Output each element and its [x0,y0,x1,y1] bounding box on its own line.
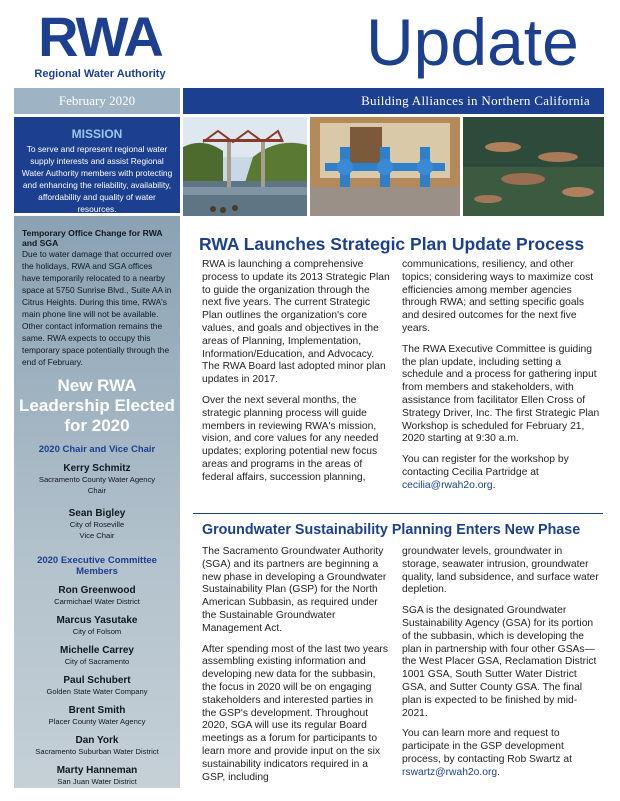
person-name: Kerry Schmitz [63,463,131,474]
member-entry [14,645,180,667]
sidebar [14,216,180,788]
leadership-heading: New RWA Leadership Elected for 2020 [19,376,175,435]
article2-paragraph [402,728,602,779]
pipes-facility-photo [310,117,460,216]
article1-right-column [402,259,602,501]
article1-paragraph [402,454,602,492]
article1-paragraph: RWA is launching a comprehensive process to update its 2013 Strategic Plan to guide the organization through the next five years. The current Strategic Plan outlines the organization's core values, and goals and objectives in the areas of Planning, Implementation, Information/Education, and Advocacy. The RWA Board last adopted minor plan updates in 2017. [202,259,390,386]
bridge-river-photo [183,117,307,216]
section-divider [193,513,603,514]
contact-text: You can learn more and request to participate in the GSP development process, by contacting Rob Swartz at [402,728,572,765]
tagline: Building Alliances in Northern California [361,93,590,108]
person-name: Dan York [75,735,119,746]
article1-paragraph: communications, resiliency, and other topics; considering ways to maximize cost efficiencies among member agencies through RWA; and setting specific goals and desired outcomes for the next five years. [402,259,594,334]
article2-paragraph: groundwater levels, groundwater in storage, seawater intrusion, groundwater quality, land subsidence, and surface water depletion. [402,546,599,596]
rwa-logo [14,5,186,82]
salmon-underwater-photo [463,117,604,216]
person-org: Carmichael Water District [54,597,140,606]
person-name: Marty Hanneman [56,765,138,776]
member-entry [14,705,180,727]
member-entry [14,615,180,637]
person-name: Ron Greenwood [58,585,136,596]
logo-wordmark: RWA [38,5,162,68]
person-org: Golden State Water Company [46,687,148,696]
mission-title: MISSION [71,127,123,141]
issue-date: February 2020 [58,93,136,108]
person-name: Paul Schubert [63,675,131,686]
person-org: Sacramento Suburban Water District [35,747,159,756]
chair-entry [14,463,180,496]
tagline-band [183,88,604,114]
logo-subtitle: Regional Water Authority [34,68,166,80]
article2-right-column [402,546,602,788]
article2-paragraph: After spending most of the last two years assembling existing information and developing new data for the subbasin, the focus in 2020 will be on engaging stakeholders and interested parties in the GSP's development. Throughout 2020, SGA will use its regular Board meetings as a forum for participants to learn more and provide input on the six sustainability indicators required in a GSP, including [202,643,389,783]
article2-left-column [202,546,390,792]
article1-title: RWA Launches Strategic Plan Update Process [199,234,585,254]
article1-paragraph: Over the next several months, the strategic planning process will guide members in reviewing RWA's mission, vision, and core values for any needed updates; exploring potential new focus areas and programs in the areas of federal affairs, succession planning, [202,394,379,483]
person-name: Michelle Carrey [60,645,134,656]
punctuation: . [497,766,501,778]
member-entry [14,735,180,757]
mission-box [14,117,180,213]
person-org: San Juan Water District [57,777,137,786]
contact-text: You can register for the workshop by contacting Cecilia Partridge at [402,454,569,478]
chair-heading: 2020 Chair and Vice Chair [38,444,156,455]
person-org: City of Folsom [72,627,122,636]
person-name: Marcus Yasutake [56,615,138,626]
exec-heading: 2020 Executive Committee Members [37,555,157,577]
person-name: Brent Smith [68,705,126,716]
cecilia-email-link[interactable]: cecilia@rwah2o.org [402,479,493,491]
article1-paragraph: The RWA Executive Committee is guiding the plan update, including setting a schedule and a process for gathering input from members and stakeholders, with assistance from facilitator Ellen Cross of Strategy Driver, Inc. The first Strategic Plan Workshop is scheduled for February 21, 2020 starting at 9:30 a.m. [402,343,600,445]
article2-paragraph: The Sacramento Groundwater Authority (SGA) and its partners are beginning a new phase in developing a Groundwater Sustainability Plan (GSP) for the North American Subbasin, as required under the Sustainable Groundwater Management Act. [202,546,387,634]
person-org: City of Sacramento [64,657,130,666]
member-entry [14,585,180,607]
person-org: Placer County Water Agency [48,717,146,726]
notice-title: Temporary Office Change for RWA and SGA [22,228,163,248]
vice-chair-entry [14,508,180,541]
article1-left-column [202,259,390,493]
article2-paragraph: SGA is the designated Groundwater Sustainability Agency (GSA) for its portion of the subbasin, which is developing the plan in partnership with four other GSAs—the West Placer GSA, Reclamation District 1001 GSA, South Sutter Water District GSA, and Sutter County GSA. The final plan is expected to be finished by mid-2021. [402,605,597,719]
member-entry [14,765,180,787]
date-band [14,88,180,114]
person-org: City of Roseville [69,520,125,529]
punctuation: . [492,479,496,491]
article2-title: Groundwater Sustainability Planning Enters New Phase [202,522,581,538]
mission-text: To serve and represent regional water supply interests and assist Regional Water Authority members with protecting and enhancing the reliability, availability, affordability and quality of water resources. [21,144,173,214]
notice-text: Due to water damage that occurred over the holidays, RWA and SGA offices have temporarily relocated to a nearby space at 5750 Sunrise Blvd., Suite AA in Citrus Heights. During this time, RWA's main phone line will not be available. Other contact information remains the same. RWA expects to occupy this temporary space potentially through the end of February. [22,249,172,367]
person-name: Sean Bigley [68,508,126,519]
rob-email-link[interactable]: rswartz@rwah2o.org [402,766,498,778]
member-entry [14,675,180,697]
newsletter-title: Update [366,5,579,79]
person-org: Sacramento County Water Agency [38,475,156,484]
person-role: Vice Chair [79,531,115,540]
person-role: Chair [87,486,107,495]
